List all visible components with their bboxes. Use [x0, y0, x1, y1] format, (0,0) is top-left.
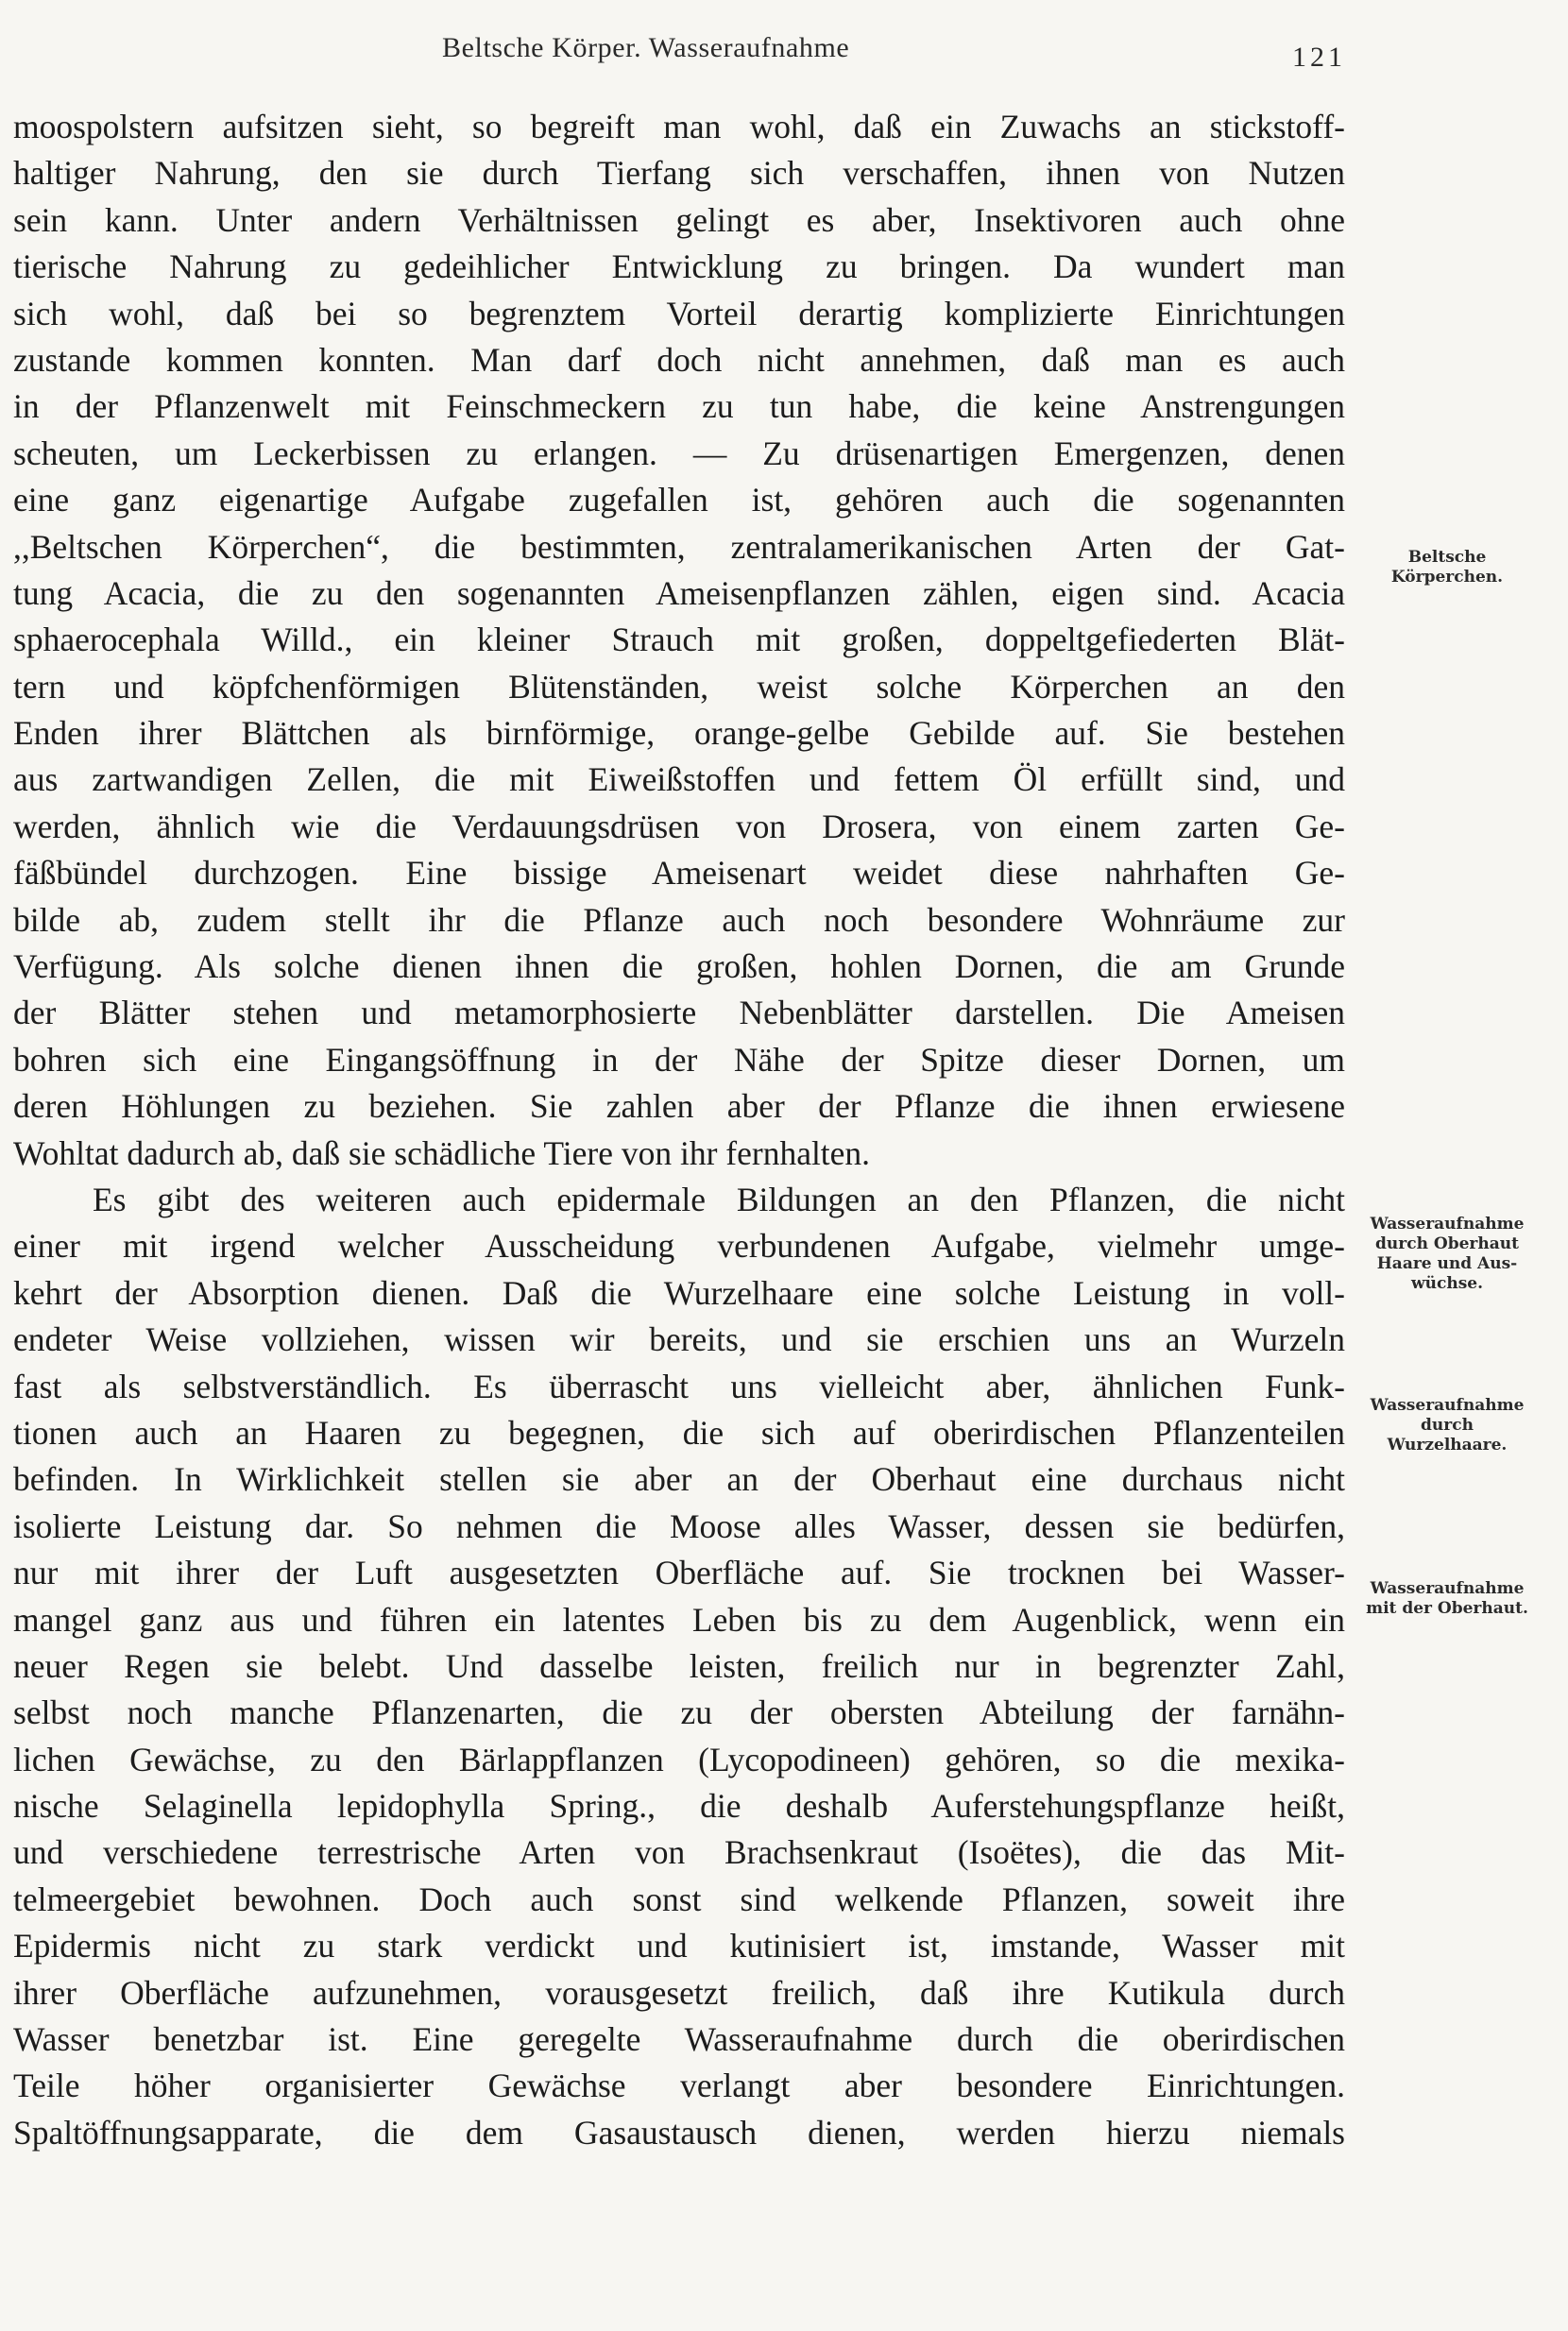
- text-line: einer mit irgend welcher Ausscheidung verbundenen Aufgabe, vielmehr umge-: [13, 1227, 1345, 1266]
- text-line: bohren sich eine Eingangsöffnung in der Nähe der Spitze dieser Dornen, um: [13, 1040, 1345, 1079]
- text-line: zustande kommen konnten. Man darf doch nicht annehmen, daß man es auch: [13, 340, 1345, 379]
- running-title: Beltsche Körper. Wasseraufnahme: [442, 32, 850, 63]
- margin-note-line: Körperchen.: [1390, 568, 1504, 587]
- text-line: tierische Nahrung zu gedeihlicher Entwicklung zu bringen. Da wundert man: [13, 247, 1345, 286]
- paragraph-first-line: Es gibt des weiteren auch epidermale Bildungen an den Pflanzen, die nicht: [93, 1180, 1345, 1218]
- text-line: sphaerocephala Willd., ein kleiner Strauch mit großen, doppeltgefiederten Blät-: [13, 621, 1345, 659]
- margin-note-line: durch: [1421, 1416, 1474, 1435]
- text-line: Verfügung. Als solche dienen ihnen die großen, hohlen Dornen, die am Grunde: [13, 947, 1345, 986]
- margin-note-line: Beltsche: [1407, 548, 1487, 567]
- margin-note-mit-oberhaut: [1353, 1579, 1542, 1619]
- text-line: Enden ihrer Blättchen als birnförmige, orange-gelbe Gebilde auf. Sie bestehen: [13, 714, 1345, 753]
- text-line: selbst noch manche Pflanzenarten, die zu der obersten Abteilung der farnähn-: [13, 1693, 1345, 1732]
- margin-note-line: Haare und Aus-: [1376, 1254, 1518, 1273]
- margin-note-line: Wasseraufnahme: [1370, 1215, 1525, 1234]
- text-line: haltiger Nahrung, den sie durch Tierfang sich verschaffen, ihnen von Nutzen: [13, 154, 1345, 193]
- text-line: sich wohl, daß bei so begrenztem Vorteil derartig komplizierte Einrichtungen: [13, 294, 1345, 332]
- text-line: aus zartwandigen Zellen, die mit Eiweißstoffen und fettem Öl erfüllt sind, und: [13, 760, 1345, 799]
- text-line: Wasser benetzbar ist. Eine geregelte Wasseraufnahme durch die oberirdischen: [13, 2020, 1345, 2059]
- text-line: Epidermis nicht zu stark verdickt und kutinisiert ist, imstande, Wasser mit: [13, 1927, 1345, 1965]
- text-line: ihrer Oberfläche aufzunehmen, vorausgesetzt freilich, daß ihre Kutikula durch: [13, 1973, 1345, 2012]
- text-line: tung Acacia, die zu den sogenannten Ameisenpflanzen zählen, eigen sind. Acacia: [13, 573, 1345, 612]
- margin-note-line: mit der Oberhaut.: [1366, 1599, 1528, 1618]
- margin-note-line: Wasseraufnahme: [1370, 1579, 1525, 1598]
- text-line: endeter Weise vollziehen, wissen wir bereits, und sie erschien uns an Wurzeln: [13, 1320, 1345, 1359]
- text-line: isolierte Leistung dar. So nehmen die Moose alles Wasser, dessen sie bedürfen,: [13, 1506, 1345, 1545]
- margin-note-oberhaut-haare: [1353, 1215, 1542, 1294]
- text-line: moospolstern aufsitzen sieht, so begreift man wohl, daß ein Zuwachs an stickstoff-: [13, 108, 1345, 145]
- text-line: werden, ähnlich wie die Verdauungsdrüsen von Drosera, von einem zarten Ge-: [13, 807, 1345, 845]
- text-line: in der Pflanzenwelt mit Feinschmeckern zu tun habe, die keine Anstrengungen: [13, 387, 1345, 426]
- text-line: ,,Beltschen Körperchen“, die bestimmten, zentralamerikanischen Arten der Gat-: [13, 527, 1345, 566]
- text-line: neuer Regen sie belebt. Und dasselbe leisten, freilich nur in begrenzter Zahl,: [13, 1646, 1345, 1685]
- text-line: Teile höher organisierter Gewächse verlangt aber besondere Einrichtungen.: [13, 2067, 1345, 2105]
- text-line: fäßbündel durchzogen. Eine bissige Ameisenart weidet diese nahrhaften Ge-: [13, 854, 1345, 893]
- text-line: bilde ab, zudem stellt ihr die Pflanze auch noch besondere Wohnräume zur: [13, 900, 1345, 939]
- margin-note-wurzelhaare: [1353, 1396, 1542, 1455]
- text-line: Spaltöffnungsapparate, die dem Gasaustausch dienen, werden hierzu niemals: [13, 2113, 1345, 2152]
- text-line: tionen auch an Haaren zu begegnen, die sich auf oberirdischen Pflanzenteilen: [13, 1413, 1345, 1452]
- margin-note-line: durch Oberhaut: [1375, 1234, 1519, 1253]
- text-line: telmeergebiet bewohnen. Doch auch sonst sind welkende Pflanzen, soweit ihre: [13, 1880, 1345, 1918]
- text-line: lichen Gewächse, zu den Bärlappflanzen (Lycopodineen) gehören, so die mexika-: [13, 1740, 1345, 1778]
- margin-note-line: wüchse.: [1410, 1274, 1483, 1293]
- text-line: und verschiedene terrestrische Arten von Brachsenkraut (Isoëtes), die das Mit-: [13, 1833, 1345, 1872]
- text-line: tern und köpfchenförmigen Blütenständen, weist solche Körperchen an den: [13, 667, 1345, 706]
- margin-note-line: Wurzelhaare.: [1387, 1436, 1508, 1455]
- body-text: [13, 104, 1345, 2156]
- text-line: der Blätter stehen und metamorphosierte Nebenblätter darstellen. Die Ameisen: [13, 994, 1345, 1032]
- text-line: nur mit ihrer der Luft ausgesetzten Oberfläche auf. Sie trocknen bei Wasser-: [13, 1554, 1345, 1592]
- text-line: scheuten, um Leckerbissen zu erlangen. — Zu drüsenartigen Emergenzen, denen: [13, 434, 1345, 472]
- page-number: 121: [1292, 42, 1346, 73]
- margin-note-line: Wasseraufnahme: [1370, 1396, 1525, 1415]
- text-line: kehrt der Absorption dienen. Daß die Wurzelhaare eine solche Leistung in voll-: [13, 1273, 1345, 1312]
- text-line: mangel ganz aus und führen ein latentes Leben bis zu dem Augenblick, wenn ein: [13, 1600, 1345, 1639]
- text-line: eine ganz eigenartige Aufgabe zugefallen ist, gehören auch die sogenannten: [13, 481, 1345, 519]
- margin-note-beltsche: [1353, 548, 1542, 587]
- text-line: Wohltat dadurch ab, daß sie schädliche Tiere von ihr fernhalten.: [13, 1133, 871, 1172]
- text-line: nische Selaginella lepidophylla Spring., die deshalb Auferstehungspflanze heißt,: [13, 1787, 1345, 1826]
- text-line: sein kann. Unter andern Verhältnissen gelingt es aber, Insektivoren auch ohne: [13, 200, 1345, 239]
- text-line: fast als selbstverständlich. Es überrascht uns vielleicht aber, ähnlichen Funk-: [13, 1367, 1345, 1405]
- text-line: deren Höhlungen zu beziehen. Sie zahlen aber der Pflanze die ihnen erwiesene: [13, 1087, 1345, 1126]
- text-line: befinden. In Wirklichkeit stellen sie aber an der Oberhaut eine durchaus nicht: [13, 1460, 1345, 1499]
